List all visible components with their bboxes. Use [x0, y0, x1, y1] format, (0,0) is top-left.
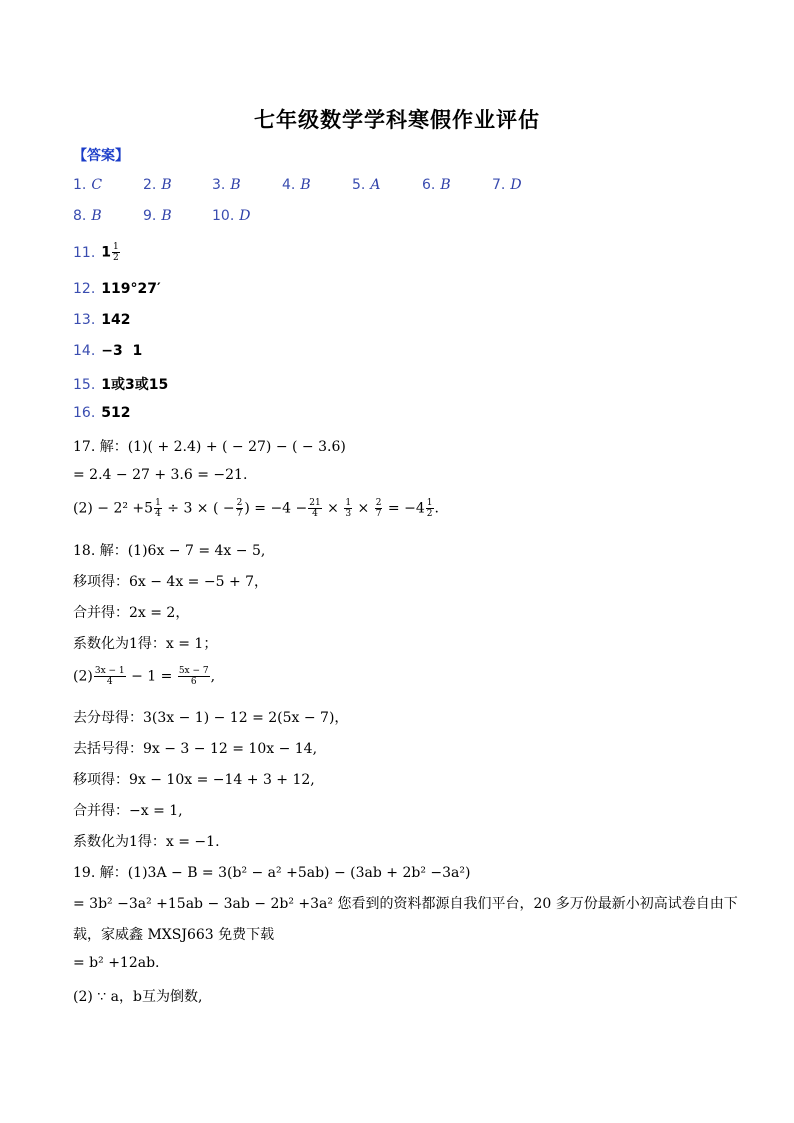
q18-line-6: 去分母得：3(3x − 1) − 12 = 2(5x − 7)， [73, 710, 349, 726]
answer-13: 13. 142 [73, 312, 131, 328]
q18-line-2: 移项得：6x − 4x = −5 + 7， [73, 574, 269, 590]
page-title: 七年级数学学科寒假作业评估 [254, 107, 540, 132]
q17-line-2: = 2.4 − 27 + 3.6 = −21. [73, 467, 248, 483]
answer-11: 11. 1 $\frac{1}{2}$ [73, 242, 119, 263]
mc-answer: 6. B [422, 177, 451, 193]
mc-answer: 1. C [73, 177, 103, 193]
q19-line-5: (2) ∵ a，b互为倒数, [73, 989, 203, 1005]
mc-answer: 7. D [492, 177, 522, 193]
q17-line-1: 17. 解：(1)( + 2.4) + ( − 27) − ( − 3.6) [73, 439, 346, 455]
q18-line-9: 合并得：−x = 1, [73, 803, 183, 819]
q18-line-1: 18. 解：(1)6x − 7 = 4x − 5, [73, 543, 266, 559]
q18-line-4: 系数化为1得：x = 1； [73, 636, 218, 652]
answer-label: 【答案】 [73, 148, 129, 164]
q18-line-8: 移项得：9x − 10x = −14 + 3 + 12, [73, 772, 315, 788]
mc-answer: 2. B [143, 177, 172, 193]
q18-line-5: (2) $\frac{3x - 1}{4}$ − 1 = $\frac{5x - 7}{6}$ , [73, 666, 216, 687]
mc-answer: 10. D [212, 208, 251, 224]
q19-line-1: 19. 解：(1)3A − B = 3(b² − a² +5ab) − (3ab + 2b² −3a²) [73, 865, 471, 881]
q19-line-3: 载，家威鑫 MXSJ663 免费下载 [73, 927, 275, 943]
answer-12: 12. 119°27′ [73, 281, 161, 297]
mc-answer: 9. B [143, 208, 172, 224]
mc-answer: 5. A [352, 177, 381, 193]
q19-line-4: = b² +12ab. [73, 955, 160, 971]
q18-line-7: 去括号得：9x − 3 − 12 = 10x − 14, [73, 741, 318, 757]
q19-line-2: = 3b² −3a² +15ab − 3ab − 2b² +3a² 您看到的资料都源自我们平台，20 多万份最新小初高试卷自由下 [73, 896, 738, 912]
answer-16: 16. 512 [73, 405, 131, 421]
answer-15: 15. 1或3或15 [73, 377, 169, 393]
q17-line-3: (2) − 2² +5 $\frac{1}{4}$ ÷ 3 × ( − $\frac{2}{7}$ ) = −4 − $\frac{21}{4}$ × $\frac{1}{3}$ × $\frac{2}{7}$ = −4 $\frac{1}{2}$ . [73, 498, 439, 519]
q18-line-10: 系数化为1得：x = −1. [73, 834, 220, 850]
mc-answer: 4. B [282, 177, 311, 193]
mc-answer: 3. B [212, 177, 241, 193]
answer-14: 14. −3 1 [73, 343, 143, 359]
q18-line-3: 合并得：2x = 2， [73, 605, 190, 621]
mc-answer: 8. B [73, 208, 102, 224]
